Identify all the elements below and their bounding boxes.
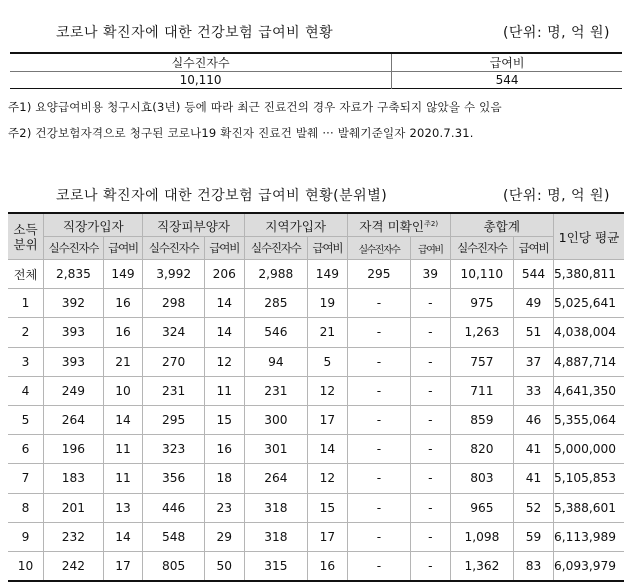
- sub-header-patients: 실수진자수: [143, 237, 205, 260]
- table-cell: 12: [308, 376, 348, 405]
- table-row: [8, 376, 624, 405]
- sub-header-benefit: 급여비: [103, 237, 143, 260]
- table-cell: 11: [103, 435, 143, 464]
- table-cell: -: [411, 318, 451, 347]
- table-cell: -: [347, 493, 410, 522]
- table-cell: 1,098: [450, 522, 514, 551]
- table-cell: -: [411, 347, 451, 376]
- table-cell: 46: [514, 405, 554, 434]
- table-cell: 295: [143, 405, 205, 434]
- table-cell: 206: [204, 260, 244, 289]
- per-person-average-cell: 5,025,641: [553, 289, 624, 318]
- table-cell: 295: [347, 260, 410, 289]
- corner-line-2: 분위: [13, 236, 38, 252]
- table-row: [8, 405, 624, 434]
- table-row: [8, 435, 624, 464]
- table-cell: -: [347, 376, 410, 405]
- table-cell: 315: [244, 551, 307, 581]
- row-label: 8: [8, 493, 44, 522]
- summary-value-patients: 10,110: [10, 72, 392, 89]
- note-1: 주1) 요양급여비용 청구시효(3년) 등에 따라 최근 진료건의 경우 자료가 구축되지 않았을 수 있음: [8, 100, 502, 114]
- table-row: [8, 289, 624, 318]
- table-cell: 183: [44, 464, 104, 493]
- table-cell: -: [411, 522, 451, 551]
- summary-value-row: [10, 72, 622, 89]
- table-cell: 264: [244, 464, 307, 493]
- table-cell: 1,362: [450, 551, 514, 581]
- table-cell: 1,263: [450, 318, 514, 347]
- table-cell: 318: [244, 493, 307, 522]
- per-person-average-cell: 4,887,714: [553, 347, 624, 376]
- table-row: [8, 464, 624, 493]
- sub-header-patients: 실수진자수: [44, 237, 104, 260]
- table-cell: 5: [308, 347, 348, 376]
- table-cell: 15: [204, 405, 244, 434]
- table-cell: -: [411, 464, 451, 493]
- table-row: [8, 522, 624, 551]
- table-row: [8, 551, 624, 581]
- sub-header-benefit: 급여비: [411, 237, 451, 260]
- group-header-total: 총합계: [450, 213, 553, 237]
- table-cell: 546: [244, 318, 307, 347]
- sub-header-benefit: 급여비: [308, 237, 348, 260]
- table-cell: 15: [308, 493, 348, 522]
- table-row: [8, 347, 624, 376]
- table-cell: 11: [204, 376, 244, 405]
- table-cell: 965: [450, 493, 514, 522]
- table-cell: 33: [514, 376, 554, 405]
- table-cell: 301: [244, 435, 307, 464]
- row-label: 10: [8, 551, 44, 581]
- table-cell: 10: [103, 376, 143, 405]
- row-label: 9: [8, 522, 44, 551]
- table-cell: -: [347, 347, 410, 376]
- group-header-employee: 직장가입자: [44, 213, 143, 237]
- row-label: 7: [8, 464, 44, 493]
- summary-value-benefit: 544: [495, 73, 519, 87]
- breakdown-title: 코로나 확진자에 대한 건강보험 급여비 현황(분위별): [56, 188, 388, 204]
- table-cell: 264: [44, 405, 104, 434]
- summary-title-row: [0, 22, 632, 44]
- per-person-average-cell: 5,380,811: [553, 260, 624, 289]
- table-cell: 242: [44, 551, 104, 581]
- table-cell: 249: [44, 376, 104, 405]
- table-cell: 2,988: [244, 260, 307, 289]
- table-cell: 392: [44, 289, 104, 318]
- corner-line-1: 소득: [13, 221, 38, 237]
- table-cell: 12: [308, 464, 348, 493]
- table-cell: 201: [44, 493, 104, 522]
- table-cell: 41: [514, 435, 554, 464]
- table-cell: 10,110: [450, 260, 514, 289]
- table-cell: -: [347, 522, 410, 551]
- table-cell: 300: [244, 405, 307, 434]
- table-cell: 12: [204, 347, 244, 376]
- summary-header-benefit: 급여비: [392, 53, 622, 72]
- table-cell: 17: [103, 551, 143, 581]
- table-cell: 446: [143, 493, 205, 522]
- table-cell: 3,992: [143, 260, 205, 289]
- table-cell: 39: [411, 260, 451, 289]
- table-cell: -: [411, 435, 451, 464]
- row-label: 3: [8, 347, 44, 376]
- summary-header-row: [10, 53, 622, 72]
- table-cell: 820: [450, 435, 514, 464]
- table-cell: 544: [514, 260, 554, 289]
- table-row: [8, 318, 624, 347]
- table-cell: 21: [103, 347, 143, 376]
- per-person-average-cell: 5,355,064: [553, 405, 624, 434]
- table-cell: 196: [44, 435, 104, 464]
- table-cell: -: [347, 289, 410, 318]
- table-cell: 149: [308, 260, 348, 289]
- per-person-average-cell: 5,105,853: [553, 464, 624, 493]
- table-cell: 232: [44, 522, 104, 551]
- group-header-note-mark: 주2): [424, 219, 439, 228]
- per-person-average-cell: 6,093,979: [553, 551, 624, 581]
- table-cell: 50: [204, 551, 244, 581]
- table-cell: 11: [103, 464, 143, 493]
- table-cell: 323: [143, 435, 205, 464]
- table-cell: -: [347, 464, 410, 493]
- per-person-average-cell: 4,038,004: [553, 318, 624, 347]
- table-cell: 548: [143, 522, 205, 551]
- table-cell: -: [411, 376, 451, 405]
- row-label: 4: [8, 376, 44, 405]
- summary-header-patients: 실수진자수: [10, 53, 392, 72]
- sub-header-patients: 실수진자수: [450, 237, 514, 260]
- table-cell: 149: [103, 260, 143, 289]
- table-cell: 14: [103, 405, 143, 434]
- summary-table: [10, 52, 622, 89]
- table-cell: 49: [514, 289, 554, 318]
- group-header-employee-dependent: 직장피부양자: [143, 213, 244, 237]
- table-cell: -: [411, 493, 451, 522]
- table-cell: 356: [143, 464, 205, 493]
- sub-header-patients: 실수진자수: [347, 237, 410, 260]
- table-cell: 805: [143, 551, 205, 581]
- table-cell: 859: [450, 405, 514, 434]
- table-cell: 13: [103, 493, 143, 522]
- table-row: [8, 260, 624, 289]
- row-label: 2: [8, 318, 44, 347]
- table-cell: -: [347, 435, 410, 464]
- table-cell: 285: [244, 289, 307, 318]
- table-cell: 83: [514, 551, 554, 581]
- table-cell: 324: [143, 318, 205, 347]
- table-cell: -: [411, 289, 451, 318]
- table-cell: 21: [308, 318, 348, 347]
- table-cell: 14: [204, 318, 244, 347]
- breakdown-table: [8, 212, 624, 582]
- table-cell: 231: [143, 376, 205, 405]
- table-cell: 14: [308, 435, 348, 464]
- breakdown-title-row: [0, 185, 632, 207]
- table-row: [8, 493, 624, 522]
- per-person-average-cell: 4,641,350: [553, 376, 624, 405]
- table-cell: -: [347, 551, 410, 581]
- table-cell: 231: [244, 376, 307, 405]
- row-label: 전체: [8, 260, 44, 289]
- table-cell: 711: [450, 376, 514, 405]
- row-label: 6: [8, 435, 44, 464]
- breakdown-unit: (단위: 명, 억 원): [502, 188, 610, 204]
- table-cell: 17: [308, 405, 348, 434]
- table-cell: 318: [244, 522, 307, 551]
- per-person-average-cell: 6,113,989: [553, 522, 624, 551]
- table-cell: -: [411, 551, 451, 581]
- group-header-unverified-label: 자격 미확인: [359, 218, 425, 234]
- row-label: 1: [8, 289, 44, 318]
- sub-header-patients: 실수진자수: [244, 237, 307, 260]
- table-cell: 59: [514, 522, 554, 551]
- income-quintile-header: [8, 213, 44, 260]
- table-cell: 18: [204, 464, 244, 493]
- table-cell: 2,835: [44, 260, 104, 289]
- table-cell: 975: [450, 289, 514, 318]
- table-cell: 14: [204, 289, 244, 318]
- summary-title: 코로나 확진자에 대한 건강보험 급여비 현황: [56, 25, 334, 41]
- sub-header-benefit: 급여비: [514, 237, 554, 260]
- table-cell: 16: [103, 289, 143, 318]
- per-person-average-cell: 5,000,000: [553, 435, 624, 464]
- group-header-unverified: [347, 213, 450, 237]
- table-cell: 298: [143, 289, 205, 318]
- table-cell: 52: [514, 493, 554, 522]
- table-cell: 14: [103, 522, 143, 551]
- table-cell: 757: [450, 347, 514, 376]
- per-person-average-cell: 5,388,601: [553, 493, 624, 522]
- per-person-average-header: 1인당 평균: [553, 213, 624, 260]
- table-cell: 16: [103, 318, 143, 347]
- table-cell: 19: [308, 289, 348, 318]
- table-cell: -: [411, 405, 451, 434]
- table-cell: 393: [44, 318, 104, 347]
- table-cell: 16: [308, 551, 348, 581]
- table-cell: 270: [143, 347, 205, 376]
- table-cell: 16: [204, 435, 244, 464]
- table-cell: 803: [450, 464, 514, 493]
- table-cell: 94: [244, 347, 307, 376]
- table-cell: 29: [204, 522, 244, 551]
- table-cell: 51: [514, 318, 554, 347]
- table-cell: -: [347, 318, 410, 347]
- table-cell: 393: [44, 347, 104, 376]
- table-cell: 23: [204, 493, 244, 522]
- sub-header-benefit: 급여비: [204, 237, 244, 260]
- group-header-row: [8, 213, 624, 237]
- row-label: 5: [8, 405, 44, 434]
- note-2: 주2) 건강보험자격으로 청구된 코로나19 확진자 진료건 발췌 ··· 발췌기준일자 2020.7.31.: [8, 126, 474, 140]
- table-cell: 37: [514, 347, 554, 376]
- summary-unit: (단위: 명, 억 원): [502, 25, 610, 41]
- table-cell: 17: [308, 522, 348, 551]
- table-cell: 41: [514, 464, 554, 493]
- table-cell: -: [347, 405, 410, 434]
- sub-header-row: [8, 237, 624, 260]
- group-header-regional: 지역가입자: [244, 213, 347, 237]
